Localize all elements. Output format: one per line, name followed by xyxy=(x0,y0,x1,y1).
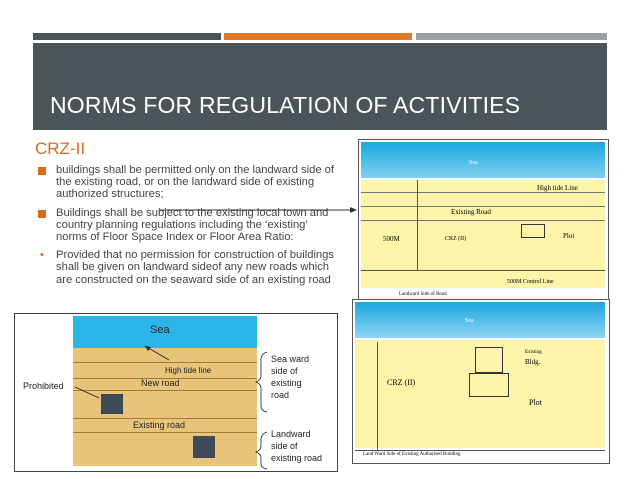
road-line-bottom xyxy=(361,220,605,221)
road-line-top xyxy=(361,206,605,207)
section-subtitle: CRZ-II xyxy=(35,139,86,158)
bullet-text: buildings shall be permitted only on the landward side of the existing road, or on the landward side of existing authorized structures; xyxy=(56,164,334,201)
sea-band xyxy=(355,302,605,338)
existing-bldg-shape xyxy=(475,347,503,373)
bullet-text: Provided that no permission for construction of buildings shall be given on landward sideof any new roads which are constructed on the seaward side of an existing road xyxy=(56,249,334,286)
connector-arrow xyxy=(150,200,360,220)
top-bar-orange xyxy=(224,33,412,40)
distance-label: 500M xyxy=(383,235,400,243)
prohibited-label: Prohibited xyxy=(23,381,64,391)
diagram-left xyxy=(14,313,338,472)
control-line xyxy=(361,270,605,271)
seaward-label: Sea ward side of existing road xyxy=(271,354,310,400)
top-bar-gray-left xyxy=(33,33,221,40)
sea-band xyxy=(361,142,605,178)
existing-bldg-label: Existing xyxy=(525,350,542,355)
control-line-label: 500M Control Line xyxy=(507,279,554,285)
high-tide-label: High tide Line xyxy=(537,184,578,192)
crz-label: CRZ (II) xyxy=(445,236,467,242)
square-bullet-icon xyxy=(38,167,46,175)
existing-road-label: Existing road xyxy=(133,420,186,430)
top-caption: Landward Side of Road xyxy=(399,292,447,297)
plot-label: Plot xyxy=(563,232,575,240)
sea-label: Sea xyxy=(150,324,170,336)
sea-label: Sea xyxy=(469,160,478,166)
new-road-label: New road xyxy=(141,378,180,388)
distance-line xyxy=(417,180,418,270)
diagram-top-right xyxy=(358,139,609,301)
dot-bullet-icon: • xyxy=(40,249,44,262)
bullet-list xyxy=(38,164,338,292)
distance-line xyxy=(377,342,378,450)
sea-label: Sea xyxy=(465,318,474,324)
bullet-item xyxy=(38,249,338,286)
bullet-text: Buildings shall be subject to the existing local town and country planning regulations including the ‘existing’ norms of Floor Space Index or Floor Area Ratio: xyxy=(56,206,329,244)
bottom-caption: Land Ward Side of Existing Authorised Building xyxy=(363,452,461,457)
plot-label: Plot xyxy=(529,398,542,407)
bullet-item xyxy=(38,164,338,201)
diagram-bottom-right xyxy=(352,299,610,464)
bldg-label: Bldg. xyxy=(525,358,541,366)
top-bar-gray-right xyxy=(416,33,607,40)
page-title: NORMS FOR REGULATION OF ACTIVITIES xyxy=(50,92,521,118)
high-tide-line xyxy=(361,192,605,193)
high-tide-label: High tide line xyxy=(165,366,212,375)
building-line xyxy=(355,450,605,451)
square-bullet-icon xyxy=(38,210,46,218)
crz-label: CRZ (II) xyxy=(387,378,416,387)
existing-road-label: Existing Road xyxy=(451,208,491,216)
plot-box xyxy=(469,373,509,397)
landward-label: Landward side of existing road xyxy=(271,429,323,463)
plot-box xyxy=(521,224,545,238)
